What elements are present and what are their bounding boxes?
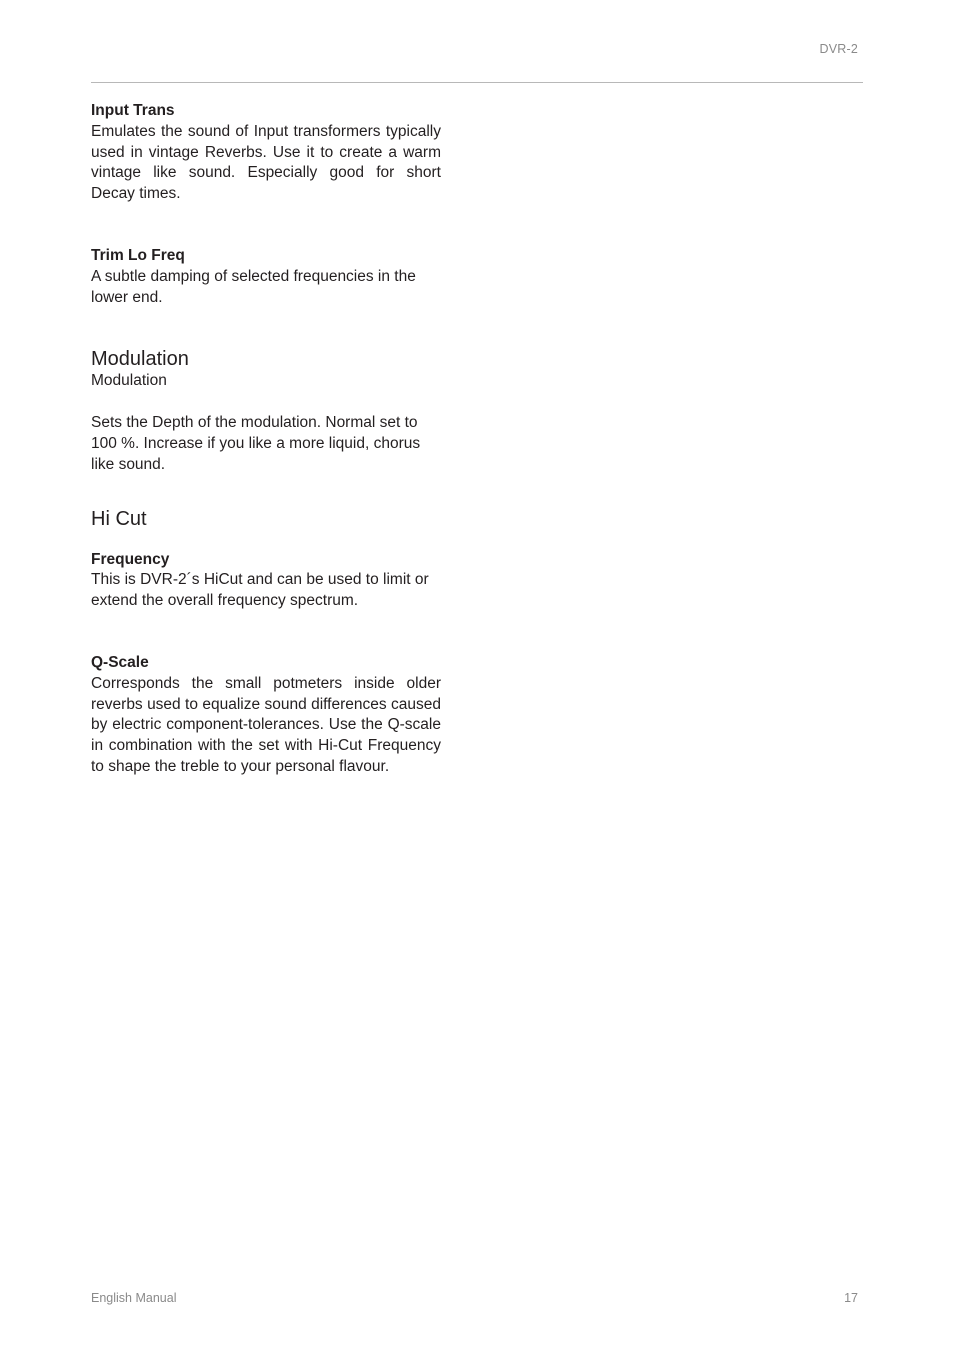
- frequency-title: Frequency: [91, 550, 170, 568]
- modulation-heading: Modulation: [91, 348, 189, 371]
- modulation-text: Sets the Depth of the modulation. Normal set to 100 %. Increase if you like a more liquid, chorus like sound.: [91, 414, 421, 473]
- trim-lo-freq-text: A subtle damping of selected frequencies in the lower end.: [91, 267, 416, 306]
- input-trans-title: Input Trans: [91, 102, 175, 119]
- frequency-text: This is DVR-2´s HiCut and can be used to limit or extend the overall frequency spectrum.: [91, 571, 429, 610]
- q-scale-text: Corresponds the small potmeters inside older reverbs used to equalize sound differences caused by electric component-tolerances. Use the Q-scale in combination with the set with Hi-Cut Frequency to shape the treble to your personal flavour.: [91, 674, 441, 775]
- section-hi-cut: [91, 507, 441, 778]
- hi-cut-heading: Hi Cut: [91, 507, 147, 530]
- section-modulation: [91, 347, 441, 475]
- header-product-name: DVR-2: [819, 42, 858, 56]
- input-trans-text: Emulates the sound of Input transformers typically used in vintage Reverbs. Use it to create a warm vintage like sound. Especially good for short Decay times.: [91, 122, 441, 203]
- trim-lo-freq-title: Trim Lo Freq: [91, 246, 185, 264]
- q-scale-title: Q-Scale: [91, 653, 149, 671]
- modulation-subtitle: Modulation: [91, 372, 167, 390]
- section-trim-lo-freq: [91, 246, 441, 308]
- footer-manual-label: English Manual: [91, 1291, 177, 1305]
- header-divider: [91, 82, 863, 83]
- section-input-trans: [91, 101, 441, 205]
- footer-page-number: 17: [844, 1291, 858, 1305]
- content-column: [91, 101, 441, 778]
